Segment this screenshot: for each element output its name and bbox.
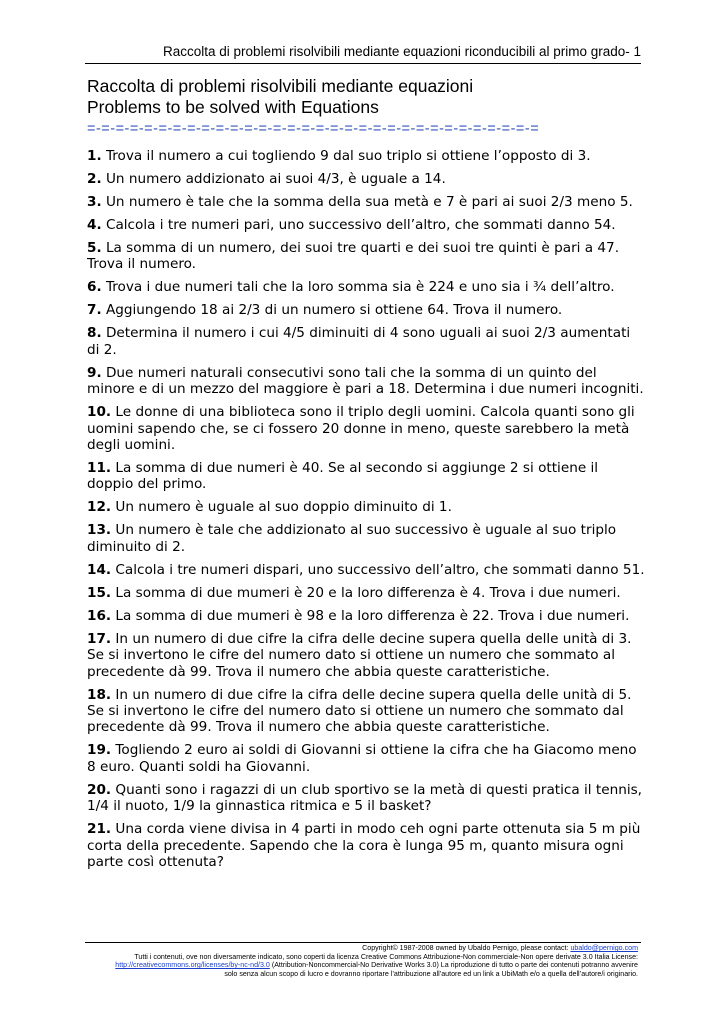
header-divider [85,63,641,64]
problem-item [87,742,645,775]
license-link[interactable]: http://creativecommons.org/licenses/by-nc-nd/3.0 [115,961,270,969]
footer-license-url-line [85,961,638,970]
problem-text: La somma di due numeri è 40. Se al secondo si aggiunge 2 si ottiene il doppio del primo. [87,460,599,493]
problem-item [87,522,645,555]
problem-text: Un numero è uguale al suo doppio diminuito di 1. [115,499,452,516]
problem-number: 18. [87,686,112,703]
problem-number: 4. [87,217,102,233]
problem-item [87,279,645,295]
problem-item [87,240,645,273]
footer-license-tail: solo senza alcun scopo di lucro e dovranno riportare l’attribuzione all’autore ed un link a UbiMath e/o a quella dell’autore/i originario. [224,969,638,978]
problem-text: Determina il numero i cui 4/5 diminuiti di 4 sono uguali ai suoi 2/3 aumentati di 2. [87,325,631,358]
problem-item [87,608,645,624]
problem-number: 7. [87,302,102,319]
problem-number: 13. [87,522,112,539]
problem-item [87,585,645,601]
problem-text: Togliendo 2 euro ai soldi di Giovanni si ottiene la cifra che ha Giacomo meno 8 euro. Quanti soldi ha Giovanni. [87,742,637,775]
problem-number: 11. [87,460,112,477]
problem-item [87,562,645,578]
document-title [87,76,473,118]
problem-text: Calcola i tre numeri pari, uno successivo dell’altro, che sommati danno 54. [105,217,616,233]
problem-item [87,460,645,493]
problem-text: Un numero è tale che addizionato al suo successivo è uguale al suo triplo diminuito di 2. [87,522,617,555]
problem-text: La somma di due mumeri è 20 e la loro differenza è 4. Trova i due numeri. [115,584,621,601]
problem-text: In un numero di due cifre la cifra delle decine supera quella delle unità di 3. Se si invertono le cifre del numero dato si ottiene un numero che sommato al precedente dà 99. Trova il numero che abbia queste caratteristiche. [87,630,632,680]
problem-text: In un numero di due cifre la cifra delle decine supera quella delle unità di 5. Se si invertono le cifre del numero dato si ottiene un numero che sommato dal precedente dà 99. Trova il numero che abbia queste caratteristiche. [87,686,632,736]
problem-number: 19. [87,742,112,759]
problem-item [87,325,645,358]
footer-copyright [85,944,638,953]
problem-text: Calcola i tre numeri dispari, uno successivo dell’altro, che sommati danno 51. [115,561,645,578]
problem-text: Quanti sono i ragazzi di un club sportivo se la metà di questi pratica il tennis, 1/4 il nuoto, 1/9 la ginnastica ritmica e 5 il basket? [87,781,642,815]
problem-number: 8. [87,325,102,342]
problem-item [87,365,645,398]
footer-divider [85,942,641,943]
problem-number: 2. [87,171,102,187]
problem-text: Un numero è tale che la somma della sua metà e 7 è pari ai suoi 2/3 meno 5. [105,194,633,210]
problem-item [87,782,645,815]
problem-number: 12. [87,499,112,516]
problem-text: Le donne di una biblioteca sono il triplo degli uomini. Calcola quanti sono gli uomini sapendo che, se ci fossero 20 donne in meno, queste sarebbero la metà degli uomini. [87,404,635,454]
copyright-text: Copyright© 1987-2008 owned by Ubaldo Pernigo, please contact: [362,944,571,952]
problem-item [87,404,645,453]
title-english: Problems to be solved with Equations [87,97,379,117]
problem-item [87,194,645,210]
problem-item [87,302,645,318]
title-italian: Raccolta di problemi risolvibili mediante equazioni [87,76,474,96]
problem-number: 21. [87,821,112,838]
problem-text: Due numeri naturali consecutivi sono tali che la somma di un quinto del minore e di un mezzo del maggiore è pari a 18. Determina i due numeri incogniti. [87,364,644,398]
problem-item [87,687,645,736]
problem-text: Un numero addizionato ai suoi 4/3, è uguale a 14. [105,171,446,187]
problem-item [87,217,645,233]
problem-item [87,821,645,870]
problem-text: Trova il numero a cui togliendo 9 dal suo triplo si ottiene l’opposto di 3. [105,148,591,164]
footer [85,944,638,978]
problem-item [87,148,645,164]
problem-item [87,631,645,680]
problem-number: 5. [87,240,102,256]
problem-list [87,148,645,877]
problem-item [87,171,645,187]
license-note: (Attribution-Noncommercial-No Derivative Works 3.0) La riproduzione di tutto o parte dei contenuti potranno avvenire [269,961,638,969]
problem-number: 16. [87,607,112,624]
decorative-separator: =-=-=-=-=-=-=-=-=-=-=-=-=-=-=-=-=-=-=-=-=-=-=-=-=-=-=-=-=-=-=-= [87,121,540,137]
problem-number: 6. [87,279,102,296]
problem-text: La somma di un numero, dei suoi tre quarti e dei suoi tre quinti è pari a 47. Trova il numero. [87,240,620,273]
problem-item [87,499,645,515]
problem-number: 1. [87,148,102,164]
problem-number: 17. [87,630,112,647]
problem-number: 9. [87,364,102,381]
problem-text: Una corda viene divisa in 4 parti in modo ceh ogni parte ottenuta sia 5 m più corta della precedente. Sapendo che la cora è lunga 95 m, quanto misura ogni parte così ottenuta? [87,821,641,871]
problem-number: 10. [87,404,112,421]
email-link[interactable]: ubaldo@pernigo.com [570,944,638,952]
problem-text: Aggiungendo 18 ai 2/3 di un numero si ottiene 64. Trova il numero. [105,302,563,319]
running-header: Raccolta di problemi risolvibili mediante equazioni riconducibili al primo grado- 1 [163,44,641,59]
problem-number: 20. [87,781,112,798]
problem-text: La somma di due mumeri è 98 e la loro differenza è 22. Trova i due numeri. [115,607,630,624]
problem-number: 14. [87,561,112,578]
problem-number: 15. [87,584,112,601]
footer-license: Tutti i contenuti, ove non diversamente indicato, sono coperti da licenza Creative Commons Attribuzione-Non commerciale-Non opere derivate 3.0 Italia License: [134,952,638,961]
problem-number: 3. [87,194,102,210]
problem-text: Trova i due numeri tali che la loro somma sia è 224 e uno sia i ¾ dell’altro. [105,279,615,296]
